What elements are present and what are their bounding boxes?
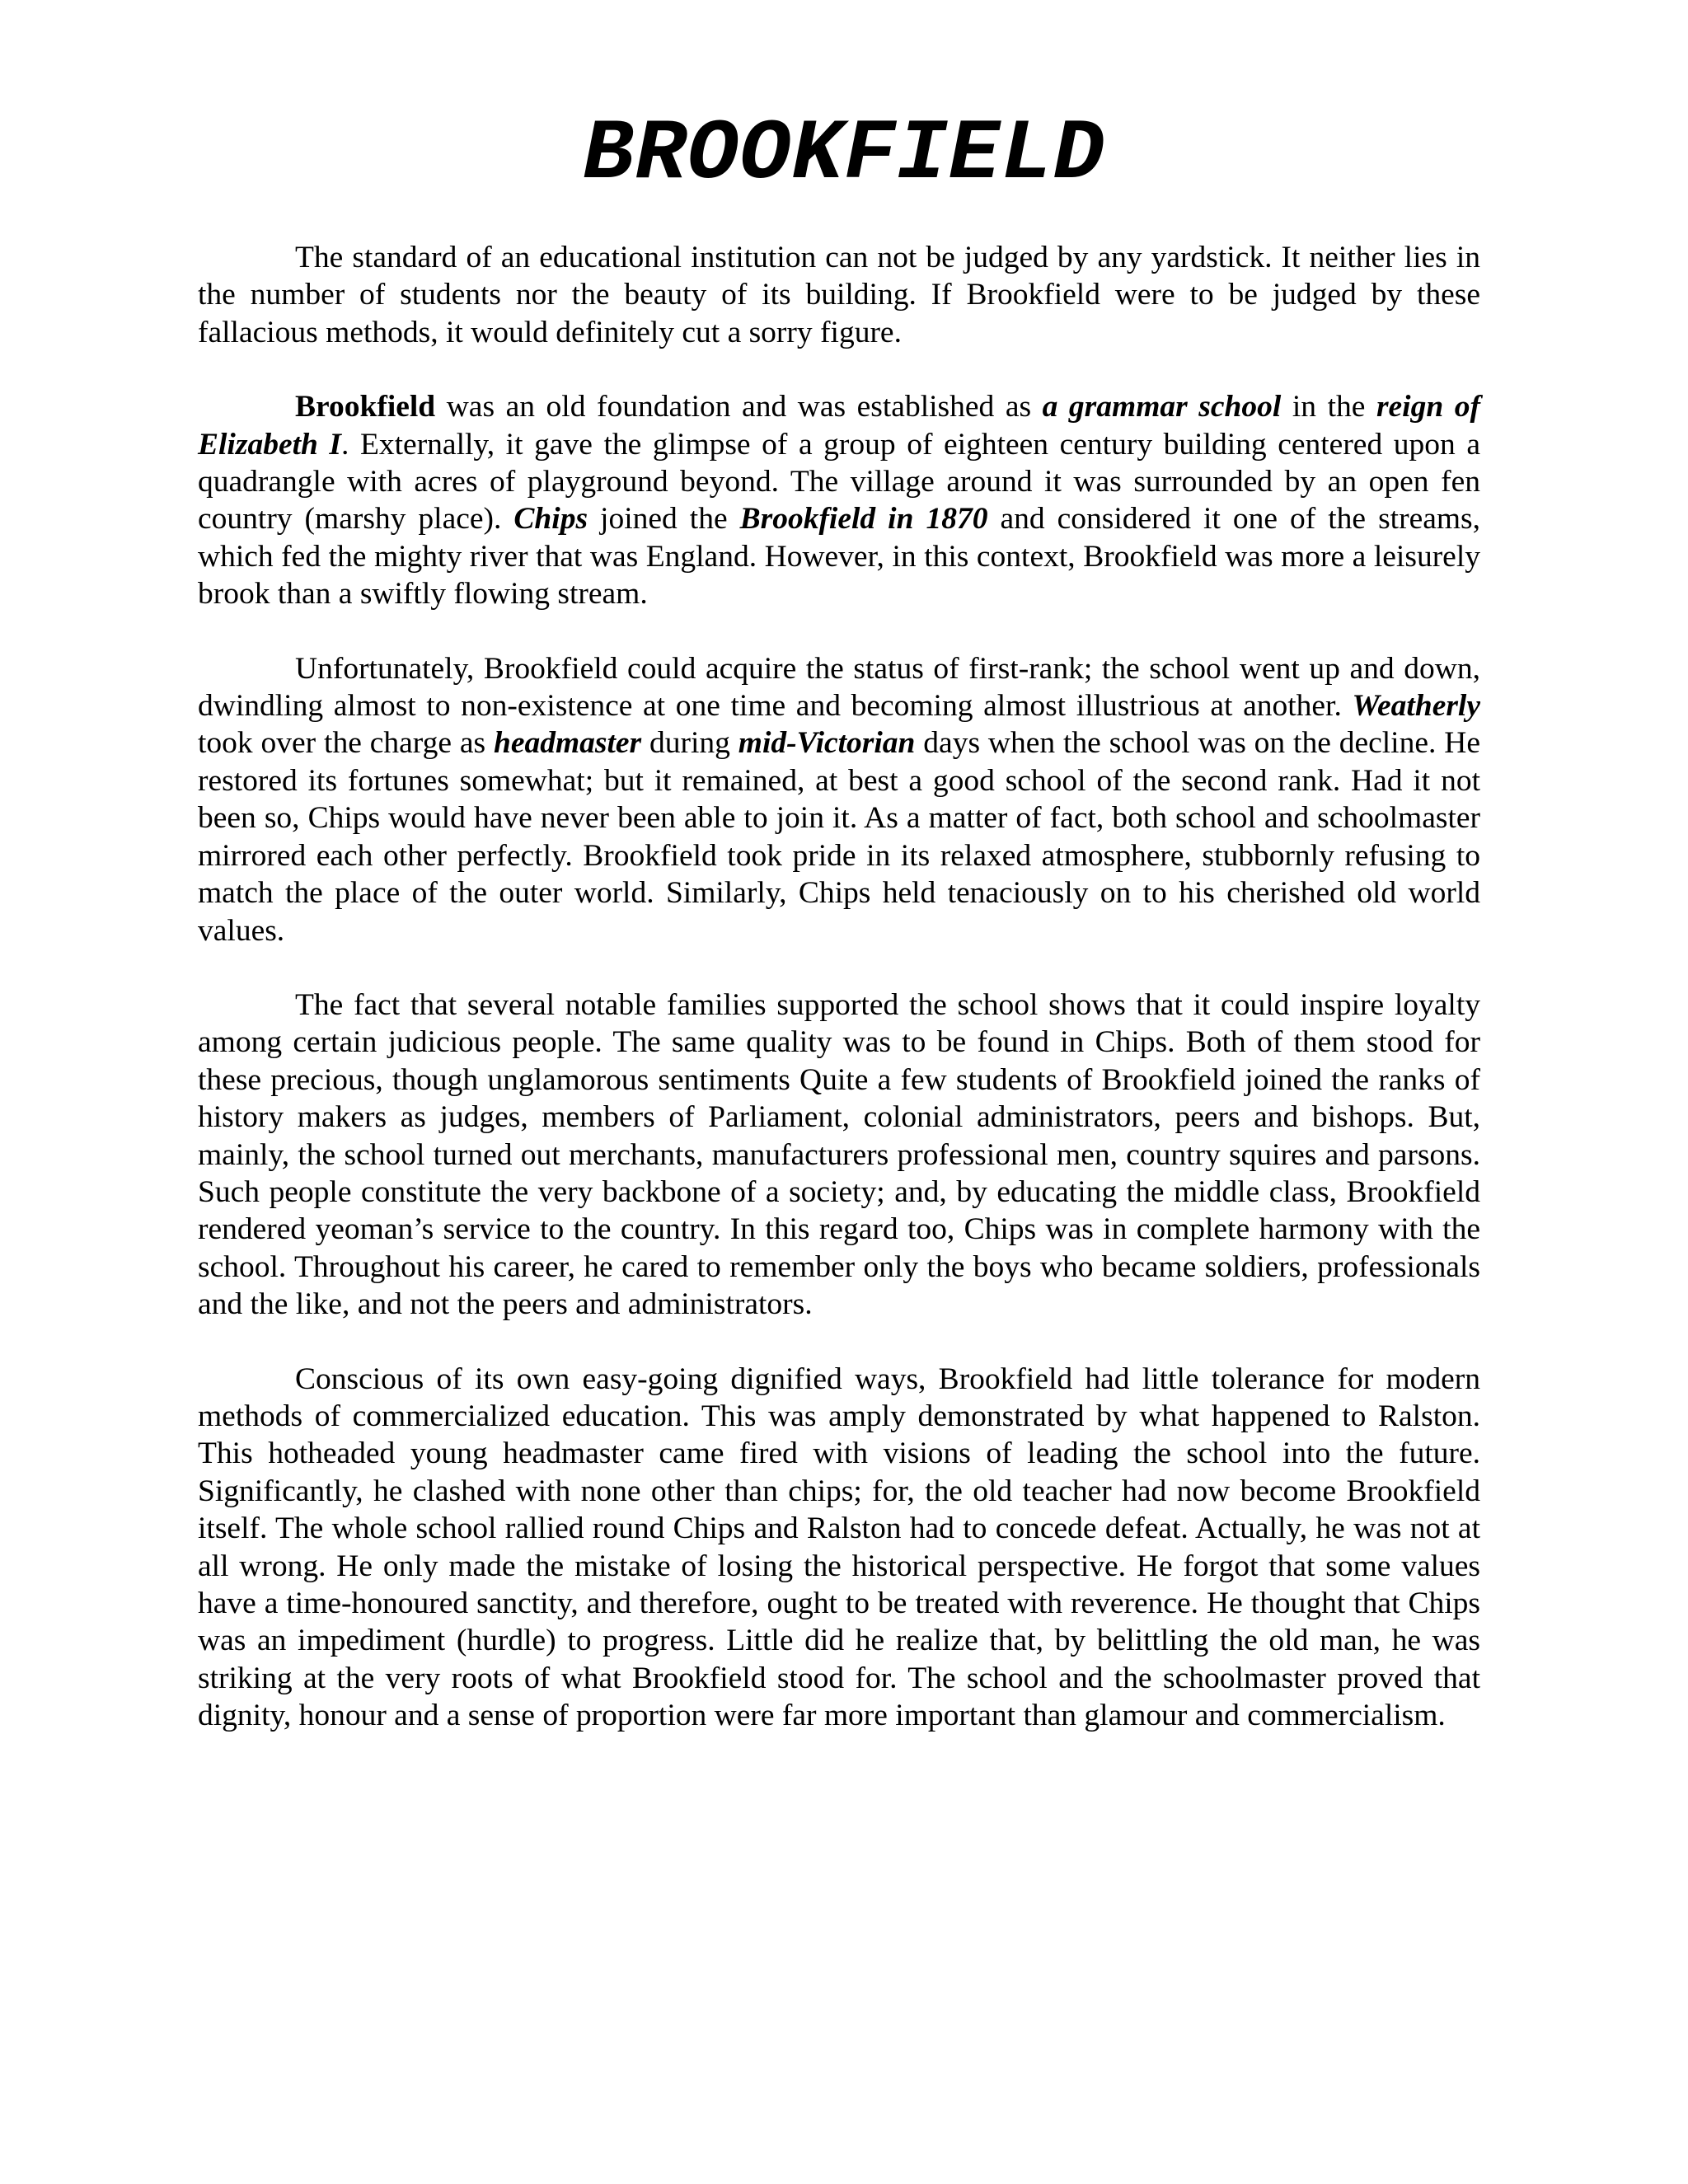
run-chips: Chips — [513, 502, 588, 537]
paragraph-4 — [198, 987, 1480, 1324]
run-headmaster: headmaster — [493, 726, 642, 761]
paragraph-1 — [198, 239, 1480, 351]
run-grammar-school: a grammar school — [1042, 390, 1282, 424]
run-brookfield-bold: Brookfield — [295, 390, 436, 424]
paragraph-1-text: The standard of an educational institution can not be judged by any yardstick. It neither lies in the number of students nor the beauty of its building. If Brookfield were to be judged by these fallacious methods, it would definitely cut a sorry figure. — [198, 241, 1480, 349]
run-mid-victorian: mid-Victorian — [738, 726, 916, 761]
run-text: . Externally, it gave the glimpse of a group of eighteen century building centered upon a quadrangle with acres of playground beyond. The village around it was surrounded by an open fen country (marshy place). — [198, 427, 1480, 537]
paragraph-5 — [198, 1361, 1480, 1735]
run-text: in the — [1281, 390, 1376, 424]
paragraph-4-text: The fact that several notable families supported the school shows that it could inspire loyalty among certain judicious people. The same quality was to be found in Chips. Both of them stood for these precious, though unglamorous sentiments Quite a few students of Brookfield joined the ranks of history makers as judges, members of Parliament, colonial administrators, peers and bishops. But, mainly, the school turned out merchants, manufacturers professional men, country squires and parsons. Such people constitute the very backbone of a society; and, by educating the middle class, Brookfield rendered yeoman’s service to the country. In this regard too, Chips was in complete harmony with the school. Throughout his career, he cared to remember only the boys who became soldiers, professionals and the like, and not the peers and administrators. — [198, 987, 1480, 1322]
paragraph-5-text: Conscious of its own easy-going dignified ways, Brookfield had little tolerance for modern methods of commercialized education. This was amply demonstrated by what happened to Ralston. This hotheaded young headmaster came fired with visions of leading the school into the future. Significantly, he clashed with none other than chips; for, the old teacher had now become Brookfield itself. The whole school rallied round Chips and Ralston had to concede defeat. Actually, he was not at all wrong. He only made the mistake of losing the historical perspective. He forgot that some values have a time-honoured sanctity, and therefore, ought to be treated with reverence. He thought that Chips was an impediment (hurdle) to progress. Little did he realize that, by belittling the old man, he was striking at the very roots of what Brookfield stood for. The school and the schoolmaster proved that dignity, honour and a sense of proportion were far more important than glamour and commercialism. — [198, 1361, 1480, 1733]
run-reign-of-elizabeth: reign of Elizabeth I — [198, 390, 1480, 462]
run-text: Unfortunately, Brookfield could acquire the status of first-rank; the school went up and down, dwindling almost to non-existence at one time and becoming almost illustrious at another. — [198, 651, 1480, 724]
page-title: BROOKFIELD — [582, 106, 1106, 204]
paragraph-2 — [198, 388, 1480, 612]
run-weatherly: Weatherly — [1352, 689, 1480, 724]
run-text: and considered it one of the streams, which fed the mighty river that was England. However, in this context, Brookfield was more a leisurely brook than a swiftly flowing stream. — [198, 502, 1480, 612]
document-body — [198, 239, 1480, 1772]
run-text: joined the — [588, 502, 740, 537]
run-text: took over the charge as — [198, 726, 494, 761]
run-text: days when the school was on the decline. He restored its fortunes somewhat; but it remained, at best a good school of the second rank. Had it not been so, Chips would have never been able to join it. As a matter of fact, both school and schoolmaster mirrored each other perfectly. Brookfield took pride in its relaxed atmosphere, stubbornly refusing to match the place of the outer world. Similarly, Chips held tenaciously on to his cherished old world values. — [198, 726, 1480, 948]
run-text: was an old foundation and was established as — [435, 390, 1043, 424]
run-text: during — [641, 726, 738, 761]
run-brookfield-in-1870: Brookfield in 1870 — [739, 502, 988, 537]
paragraph-3 — [198, 650, 1480, 949]
